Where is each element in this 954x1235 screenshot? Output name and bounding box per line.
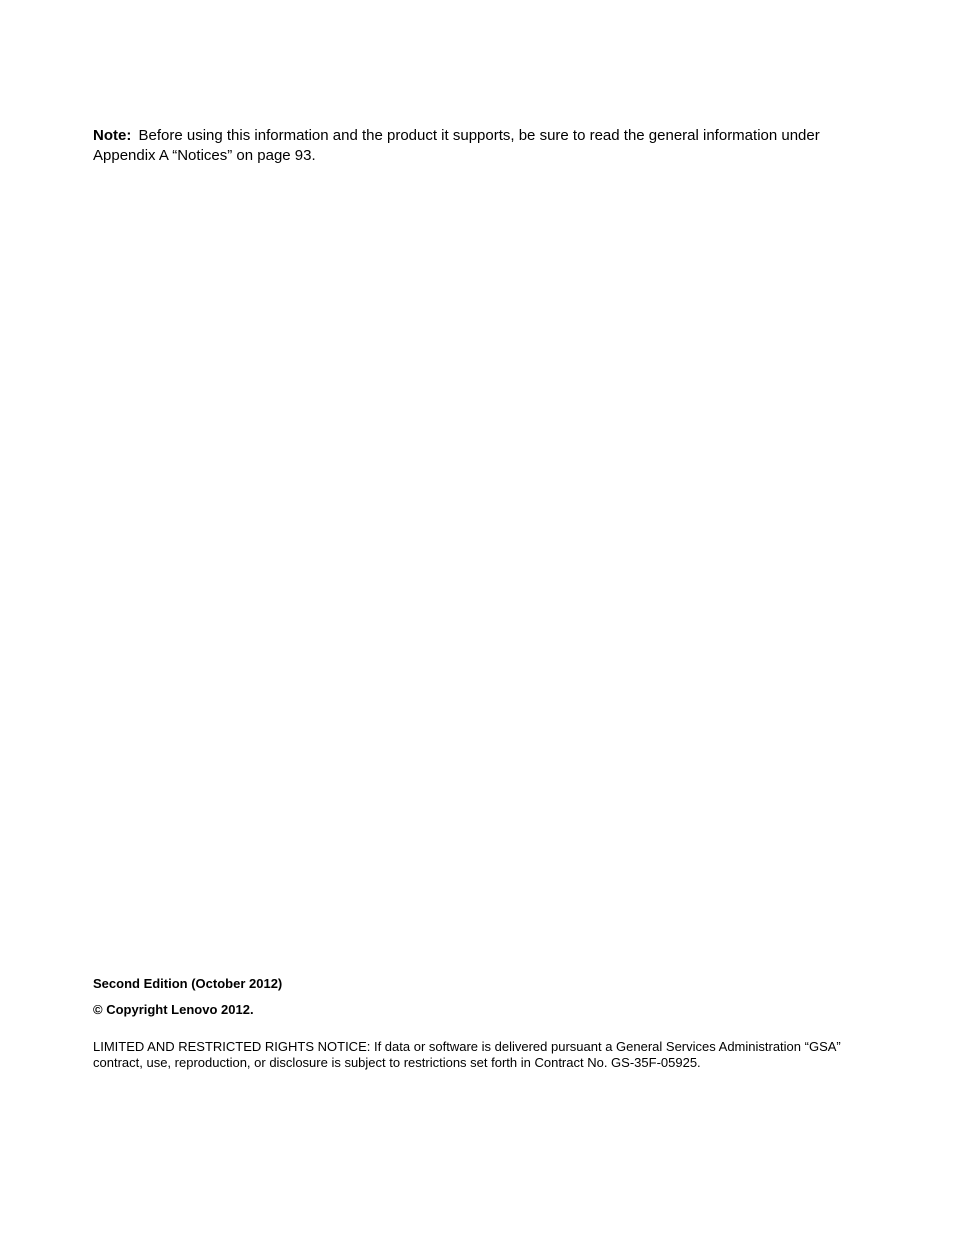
note-paragraph	[93, 126, 853, 165]
edition-line: Second Edition (October 2012)	[93, 976, 283, 991]
rights-notice: LIMITED AND RESTRICTED RIGHTS NOTICE: If data or software is delivered pursuant a General Services Administration “GSA” contract, use, reproduction, or disclosure is subject to restrictions set forth in Contract No. GS-35F-05925.	[93, 1039, 841, 1070]
note-text: Before using this information and the product it supports, be sure to read the general information under Appendix A “Notices” on page 93.	[93, 127, 820, 164]
copyright-line: © Copyright Lenovo 2012.	[93, 1002, 254, 1017]
note-label: Note:	[93, 127, 132, 144]
